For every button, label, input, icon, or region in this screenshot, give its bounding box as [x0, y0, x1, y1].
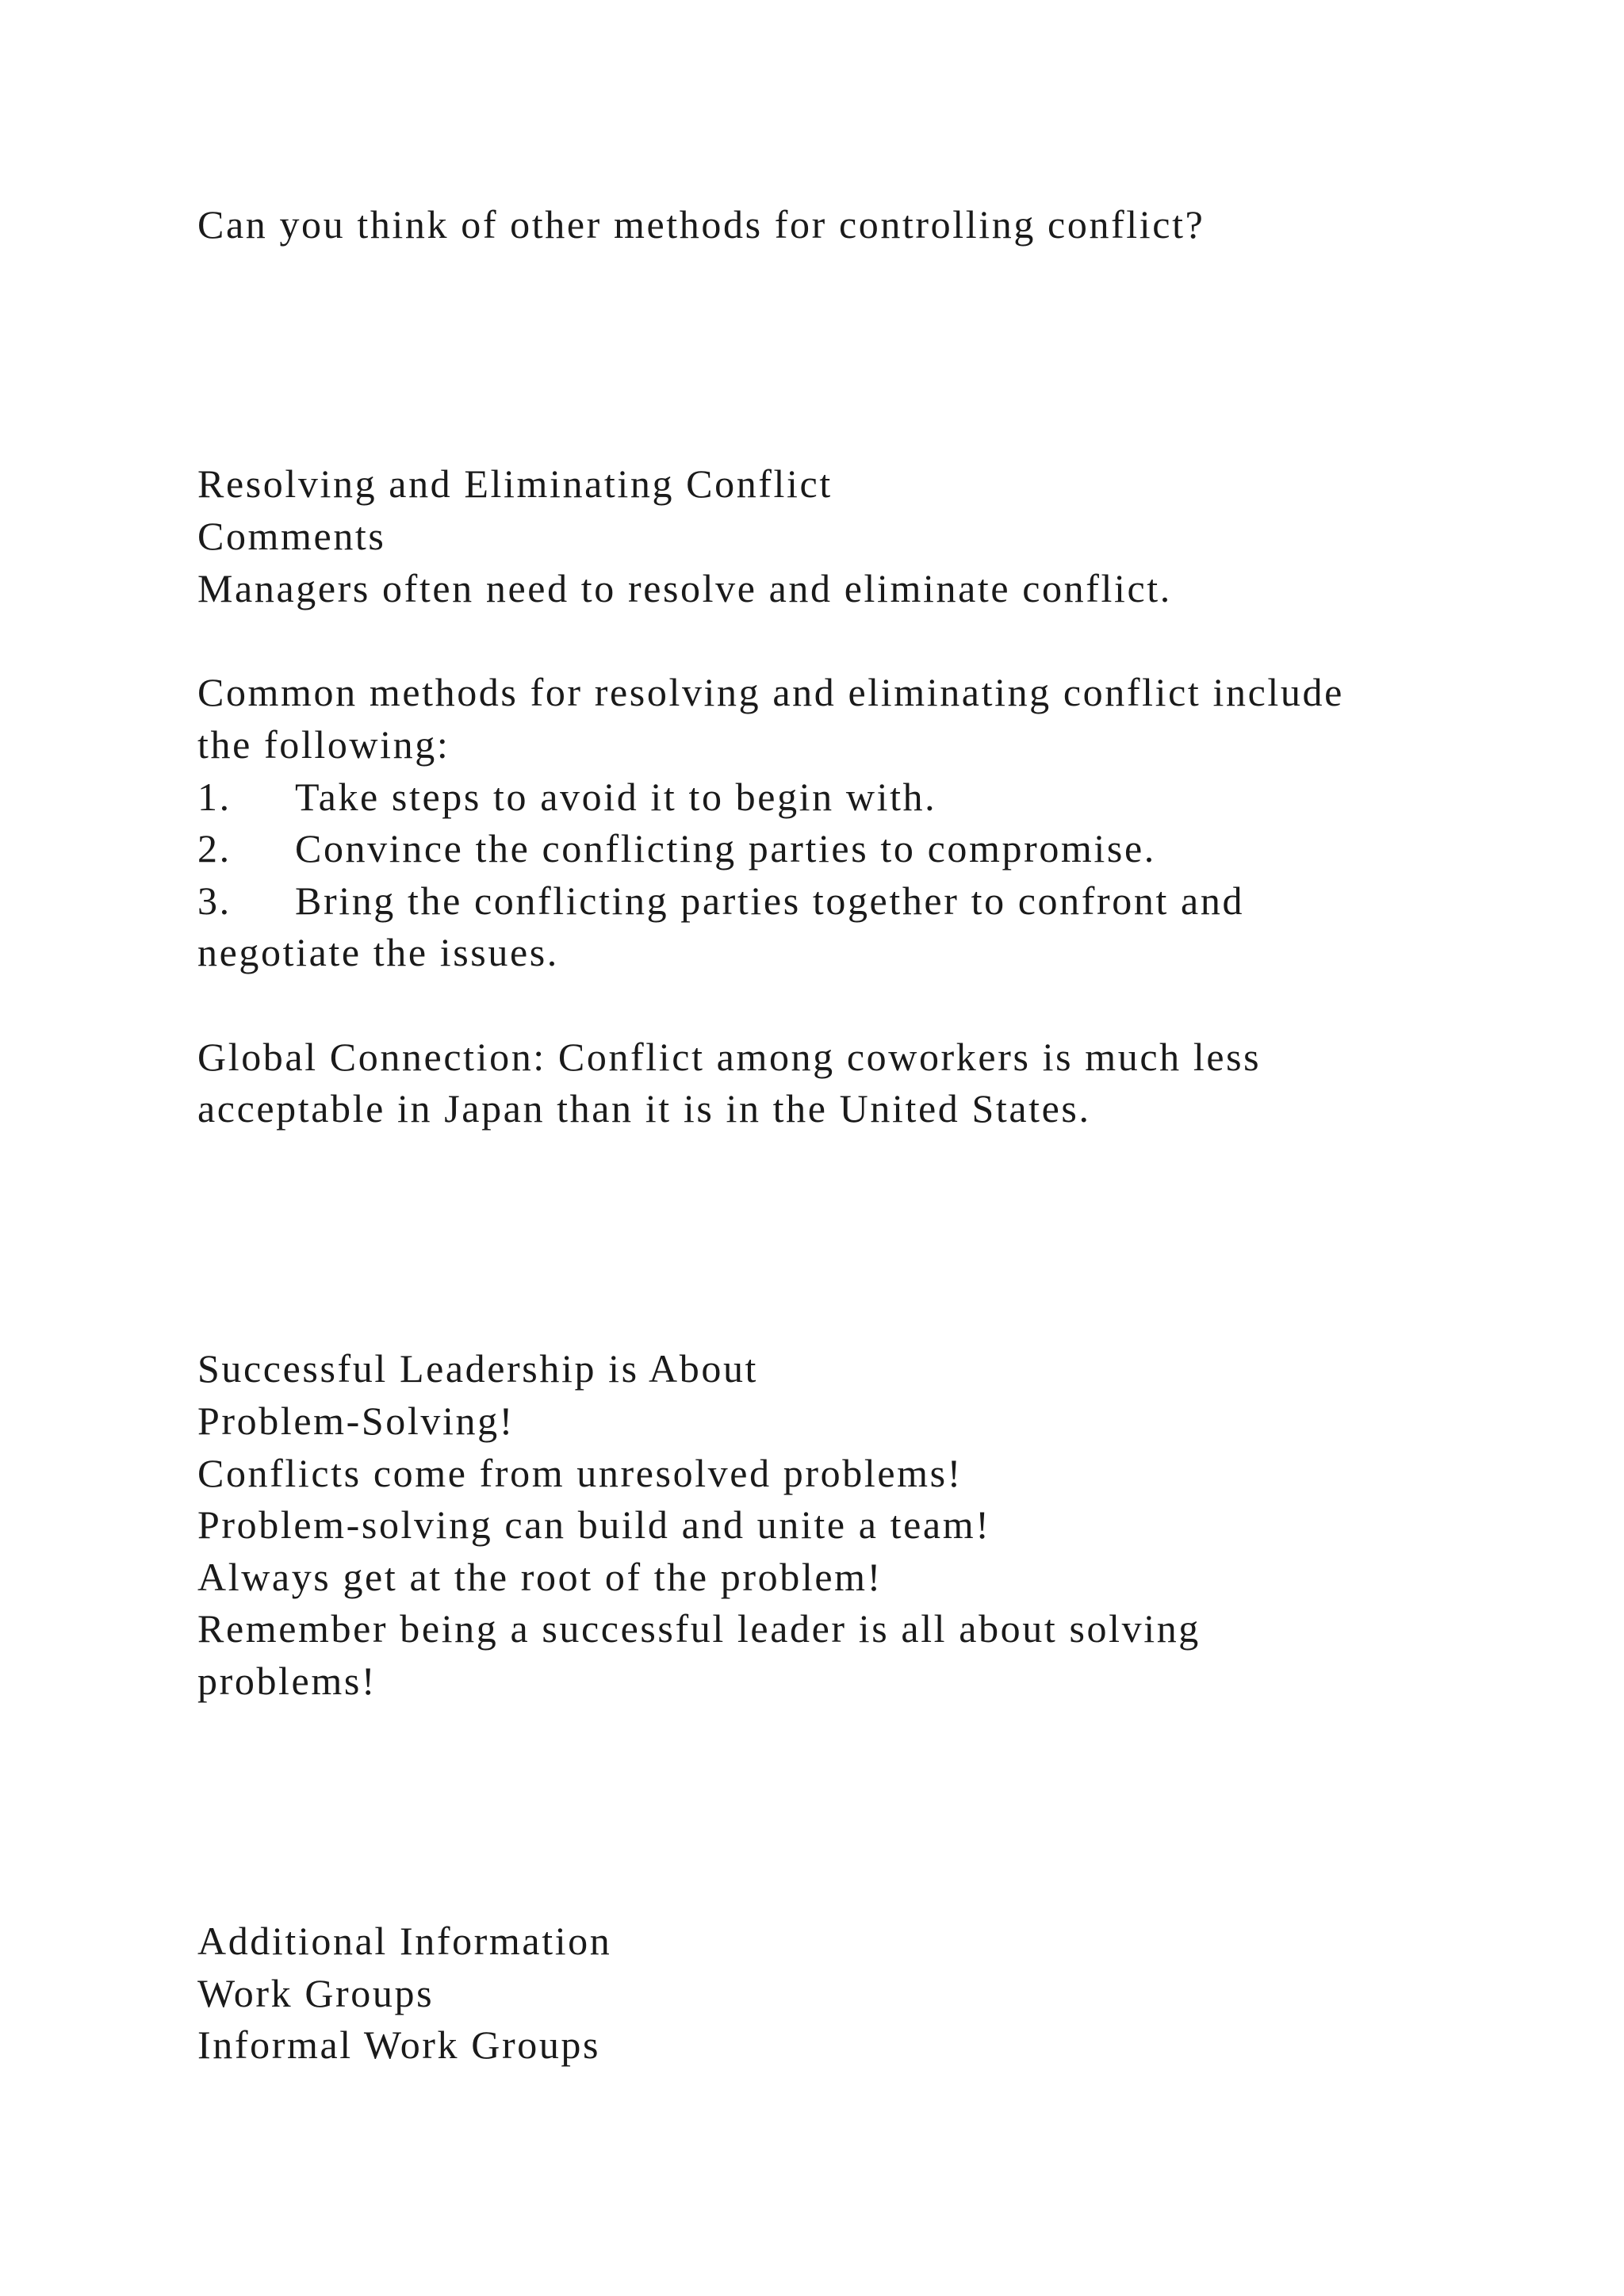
leadership-point: Always get at the root of the problem!	[197, 1555, 883, 1599]
global-connection-line1: Global Connection: Conflict among coworkers is much less	[197, 1035, 1262, 1079]
leadership-point-continuation: problems!	[197, 1659, 377, 1703]
additional-line: Work Groups	[197, 1971, 435, 2015]
leadership-point: Problem-solving can build and unite a team!	[197, 1502, 991, 1547]
global-connection-line2: acceptable in Japan than it is in the United States.	[197, 1086, 1091, 1131]
section-title-leadership: Successful Leadership is About	[197, 1346, 759, 1391]
method-text: Convince the conflicting parties to compromise.	[295, 826, 1156, 871]
methods-intro-line1: Common methods for resolving and eliminating conflict include	[197, 670, 1344, 714]
methods-intro-line2: the following:	[197, 722, 450, 767]
method-number: 1.	[197, 775, 232, 819]
method-item	[197, 822, 1156, 874]
additional-line: Informal Work Groups	[197, 2022, 601, 2067]
resolving-intro: Managers often need to resolve and eliminate conflict.	[197, 566, 1172, 610]
method-text: Take steps to avoid it to begin with.	[295, 775, 937, 819]
question-text: Can you think of other methods for controlling conflict?	[197, 202, 1205, 247]
leadership-point: Conflicts come from unresolved problems!	[197, 1451, 963, 1495]
section-subtitle-comments: Comments	[197, 514, 386, 558]
method-text: Bring the conflicting parties together to confront and	[295, 878, 1245, 923]
section-title-resolving: Resolving and Eliminating Conflict	[197, 461, 833, 506]
section-title-additional: Additional Information	[197, 1919, 612, 1963]
method-item	[197, 874, 1244, 927]
method-item	[197, 771, 936, 823]
leadership-point: Remember being a successful leader is all about solving	[197, 1606, 1201, 1651]
method-3-continuation: negotiate the issues.	[197, 930, 559, 974]
method-number: 2.	[197, 826, 232, 871]
section-subtitle-problem-solving: Problem-Solving!	[197, 1399, 515, 1443]
method-number: 3.	[197, 878, 232, 923]
